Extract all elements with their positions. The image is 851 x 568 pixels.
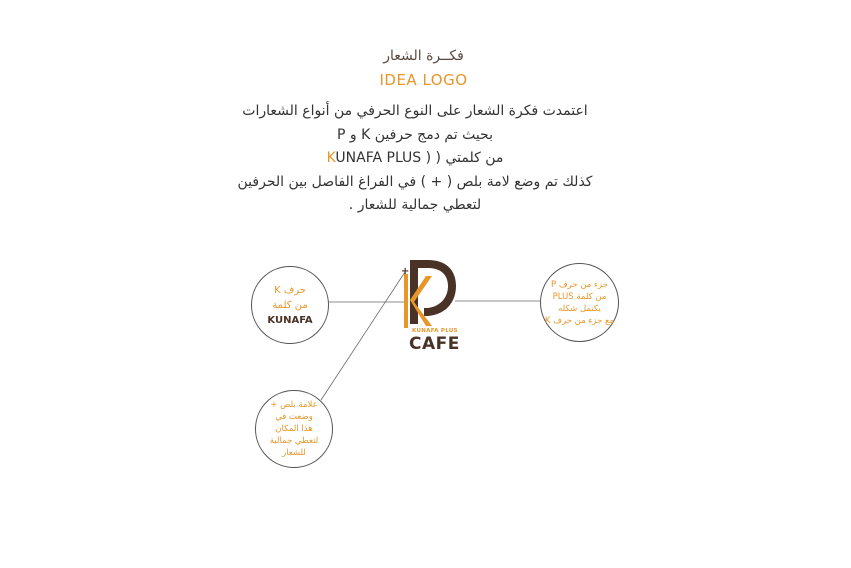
- description-line-3-rest: UNAFA PLUS ): [335, 150, 432, 166]
- annotation-k-from-word: من كلمة: [272, 299, 308, 311]
- annotation-p-line-1: جزء من حرف P: [551, 279, 608, 290]
- annotation-p-line-4: مع جزء من حرف K: [544, 315, 615, 326]
- k-letter-shape: [404, 274, 408, 328]
- description-line-1: اعتمدت فكرة الشعار على النوع الحرفي من أنواع الشعارات: [242, 103, 588, 119]
- annotation-plus-line-1: علامة بلص +: [270, 400, 318, 410]
- description-line-2: بحيث تم دمج حرفين K و P: [337, 126, 493, 143]
- description-line-4: كذلك تم وضع لامة بلص ( + ) في الفراغ الفاصل بين الحرفين: [237, 173, 593, 190]
- annotation-circle-k: [251, 266, 329, 344]
- annotation-k-word: KUNAFA: [267, 314, 313, 326]
- plus-sign-icon: +: [401, 266, 410, 277]
- annotation-k-letter: حرف K: [274, 284, 306, 296]
- annotation-plus-line-4: لتعطي جمالية: [269, 436, 319, 446]
- annotation-p-line-2: من كلمة PLUS: [552, 291, 607, 302]
- description-line-3-prefix: من كلمتي (: [431, 150, 504, 166]
- annotation-circle-p: [540, 263, 619, 342]
- annotation-plus-line-3: هذا المكان: [275, 424, 313, 434]
- section-title-arabic: فكــرة الشعار: [383, 48, 464, 64]
- highlight-letter-k: K: [326, 150, 336, 166]
- connector-bottom: [321, 272, 405, 400]
- annotation-p-line-3: يكتمل شكله: [558, 303, 601, 314]
- logo-subtitle: KUNAFA PLUS: [412, 328, 458, 334]
- description-line-5: لتعطي جمالية للشعار .: [348, 197, 482, 213]
- section-title-english: IDEA LOGO: [379, 71, 468, 89]
- annotation-plus-line-2: وضعت في: [275, 412, 313, 422]
- annotation-plus-line-5: للشعار: [282, 448, 306, 458]
- logo-name: CAFE: [409, 334, 460, 354]
- annotation-circle-plus: [255, 390, 333, 468]
